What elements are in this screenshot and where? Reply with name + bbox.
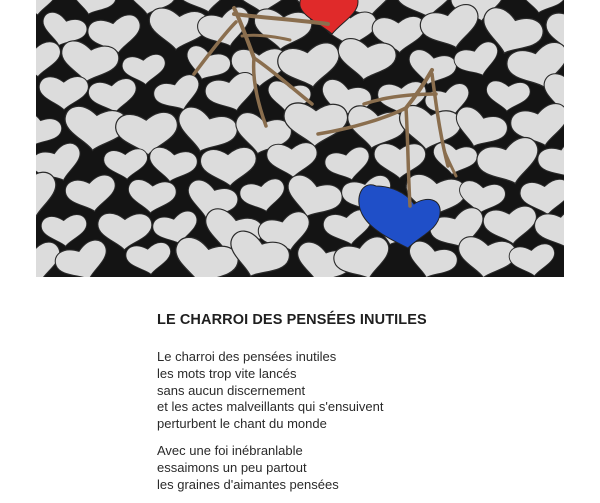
grey-heart	[64, 173, 120, 216]
grey-heart	[508, 243, 557, 277]
grey-heart	[97, 213, 152, 251]
poem-line: perturbent le chant du monde	[157, 416, 327, 432]
poem-line: les mots trop vite lancés	[157, 365, 297, 381]
grey-heart	[535, 136, 564, 186]
heart-collage-artwork	[36, 0, 564, 277]
grey-heart	[252, 8, 313, 53]
poem-line: Avec une foi inébranlable	[157, 442, 303, 458]
grey-heart	[323, 145, 374, 185]
grey-heart	[200, 146, 258, 188]
grey-heart	[146, 146, 199, 186]
grey-hearts-group	[36, 0, 564, 277]
grey-heart	[283, 102, 348, 147]
poem-line: essaimons un peu partout	[157, 459, 307, 475]
poem-line: sans aucun discernement	[157, 382, 306, 398]
poem-line: et les actes malveillants qui s'ensuivent	[157, 399, 384, 415]
grey-heart	[374, 143, 426, 178]
grey-heart	[36, 41, 63, 79]
poem	[157, 310, 557, 503]
grey-heart	[485, 80, 531, 113]
grey-heart	[238, 177, 288, 216]
poem-line: les graines d'aimantes pensées	[157, 476, 339, 492]
poem-line: Le charroi des pensées inutiles	[157, 349, 337, 364]
collage-svg	[36, 0, 564, 277]
grey-heart	[452, 39, 504, 83]
grey-heart	[335, 37, 398, 84]
stanza-2	[157, 443, 557, 493]
grey-heart	[482, 205, 540, 248]
poem-title: LE CHARROI DES PENSÉES INUTILES	[157, 312, 427, 328]
grey-heart	[266, 142, 318, 179]
stanza-1	[157, 349, 557, 433]
grey-heart	[195, 4, 256, 53]
grey-heart	[126, 179, 177, 216]
grey-heart	[125, 241, 174, 277]
grey-heart	[67, 0, 118, 20]
grey-heart	[39, 77, 88, 111]
grey-heart	[36, 110, 64, 152]
grey-heart	[455, 235, 518, 277]
